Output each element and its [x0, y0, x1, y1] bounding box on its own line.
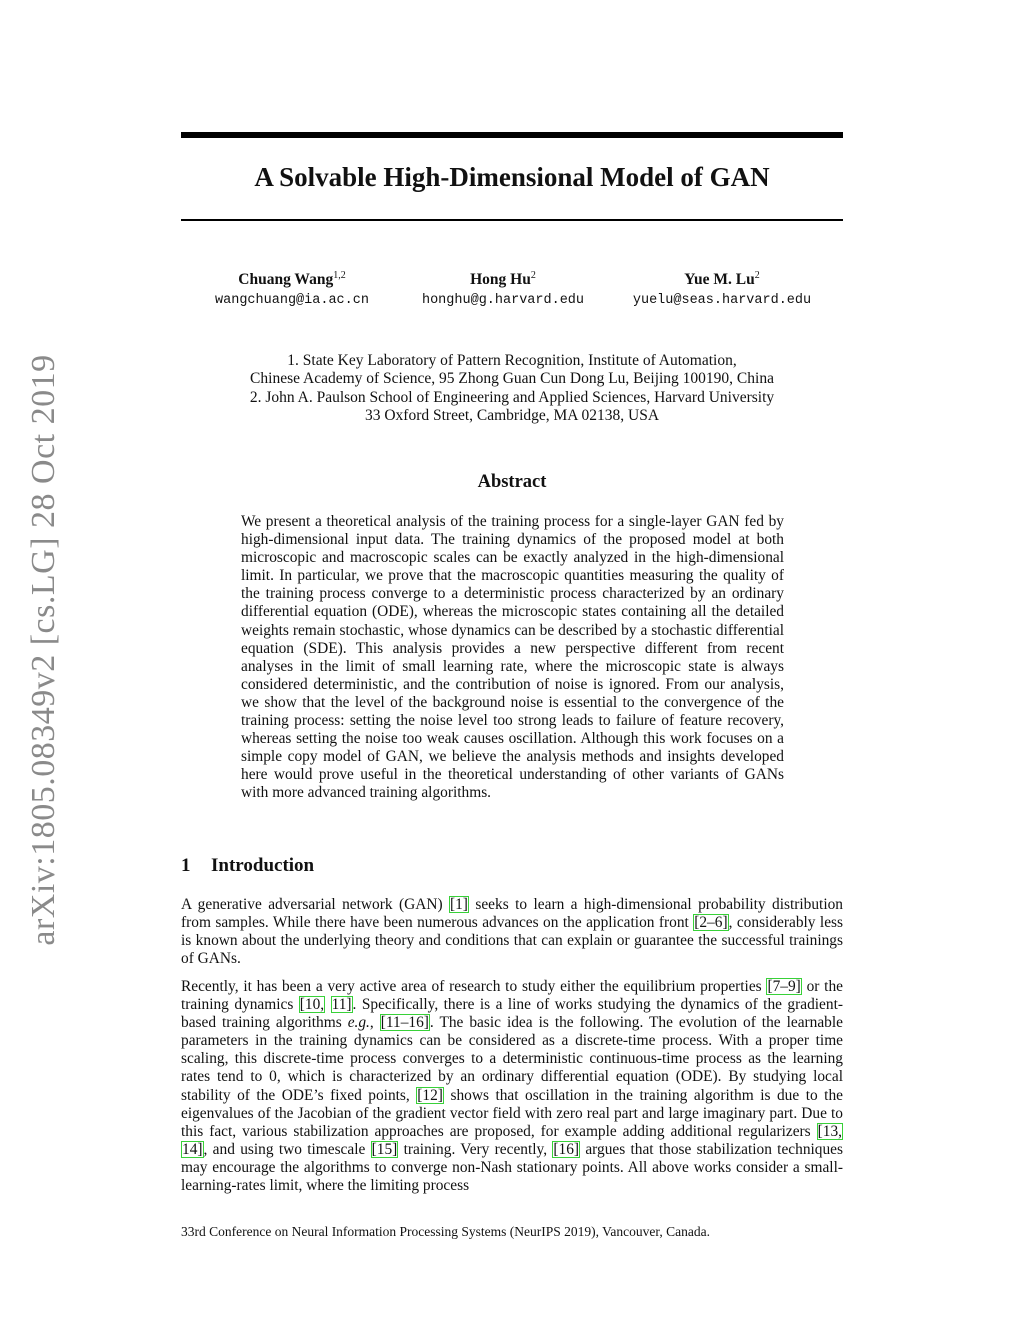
citation-link[interactable]: [11–16] [380, 1014, 429, 1032]
author-block [393, 266, 613, 311]
text-run: training. Very recently, [398, 1140, 553, 1158]
text-run: shows that oscillation in the training algorithm is due to the eigenvalues of the Jacobian of the gradient vector field with zero real part and large imaginary part. Due to this fact, various stabilization approaches are proposed, for example adding additional regularizers [181, 1086, 843, 1140]
abstract-heading: Abstract [477, 472, 547, 492]
citation-link[interactable]: [16] [553, 1140, 580, 1158]
author-affiliation-marker: 1,2 [333, 270, 346, 281]
citation-link[interactable]: [7–9] [767, 978, 801, 995]
text-run: . Specifically, there is a line of works studying the dynamics of the gradient-based training algorithms [181, 996, 843, 1032]
arxiv-identifier: arXiv:1805.08349v2 [cs.LG] 28 Oct 2019 [25, 354, 62, 946]
text-run: A generative adversarial network (GAN) [181, 896, 449, 913]
author-block [612, 266, 832, 311]
text-run: , considerably less is known about the underlying theory and conditions that can explain or guarantee the successful trainings of GANs. [181, 914, 843, 968]
text-run: seeks to learn a high-dimensional probability distribution from samples. While there have been numerous advances on the application front [181, 896, 843, 932]
citation-link[interactable]: [10, [299, 996, 325, 1014]
text-run-italic: e.g. [347, 1014, 370, 1032]
author-name: Yue M. Lu [684, 271, 755, 288]
text-run: . The basic idea is the following. The evolution of the learnable parameters in the training dynamics can be considered as a discrete-time process. With a proper time scaling, this discrete-time process converges to a deterministic continuous-time process as the learning rates tend to 0, which is characterized by an ordinary differential equation (ODE). By studying local stability of the ODE’s fixed points, [181, 1014, 843, 1104]
abstract-text: We present a theoretical analysis of the training process for a single-layer GAN fed by high-dimensional input data. The training dynamics of the proposed model at both microscopic and macroscopic scales can be exactly analyzed in the high-dimensional limit. In particular, we prove that the macroscopic quantities measuring the quality of the training process converge to a deterministic process characterized by an ordinary differential equation (ODE), whereas the microscopic states containing all the detailed weights remain stochastic, whose dynamics can be described by a stochastic differential equation (SDE). This analysis provides a new perspective different from recent analyses in the limit of small learning rate, where the microscopic state is always considered deterministic, and the contribution of noise is ignored. From our analysis, we show that the level of the background noise is essential to the convergence of the training process: setting the noise level too strong leads to failure of feature recovery, whereas setting the noise too weak causes oscillation. Although this work focuses on a simple copy model of GAN, we believe the analysis methods and insights developed here would prove useful in the theoretical understanding of other variants of GANs with more advanced training algorithms. [241, 513, 784, 802]
affiliation-line: 1. State Key Laboratory of Pattern Recognition, Institute of Automation, [287, 352, 737, 369]
citation-link[interactable]: [2–6] [694, 914, 728, 932]
author-name: Hong Hu [470, 271, 531, 288]
text-run: , [369, 1014, 380, 1032]
affiliations [181, 352, 843, 425]
conference-footnote: 33rd Conference on Neural Information Processing Systems (NeurIPS 2019), Vancouver, Canada. [181, 1224, 710, 1239]
section-number: 1 [181, 855, 191, 876]
text-run: argues that those stabilization techniques may encourage the algorithms to converge non-Nash stationary points. All above works consider a small-learning-rates limit, where the limiting process [181, 1140, 843, 1195]
affiliation-line: 33 Oxford Street, Cambridge, MA 02138, USA [364, 406, 660, 424]
title-bottom-rule [181, 219, 843, 221]
author-affiliation-marker: 2 [530, 270, 536, 281]
paper-title: A Solvable High-Dimensional Model of GAN [254, 162, 770, 192]
citation-link[interactable]: [15] [371, 1140, 398, 1158]
author-email[interactable]: honghu@g.harvard.edu [421, 293, 585, 308]
section-heading [181, 855, 314, 877]
author-name: Chuang Wang [238, 271, 334, 288]
intro-paragraph-1 [181, 896, 843, 968]
section-title: Introduction [211, 855, 315, 876]
affiliation-line: Chinese Academy of Science, 95 Zhong Guan Cun Dong Lu, Beijing 100190, China [250, 370, 774, 388]
citation-link[interactable]: [1] [449, 896, 468, 913]
author-email[interactable]: yuelu@seas.harvard.edu [632, 293, 812, 308]
citation-link[interactable]: [12] [417, 1086, 443, 1104]
author-affiliation-marker: 2 [754, 270, 760, 281]
citation-link[interactable]: 11] [331, 996, 352, 1014]
author-email[interactable]: wangchuang@ia.ac.cn [215, 293, 369, 308]
text-run: or the training dynamics [181, 978, 843, 1014]
text-run: Recently, it has been a very active area of research to study either the equilibrium properties [181, 978, 767, 995]
affiliation-line: 2. John A. Paulson School of Engineering and Applied Sciences, Harvard University [249, 388, 775, 406]
title-top-rule [181, 132, 843, 138]
author-block [182, 266, 402, 311]
text-run: , and using two timescale [203, 1140, 371, 1158]
citation-link[interactable]: [13, [817, 1122, 842, 1140]
intro-paragraph-2 [181, 978, 843, 1195]
citation-link[interactable]: 14] [182, 1140, 203, 1158]
